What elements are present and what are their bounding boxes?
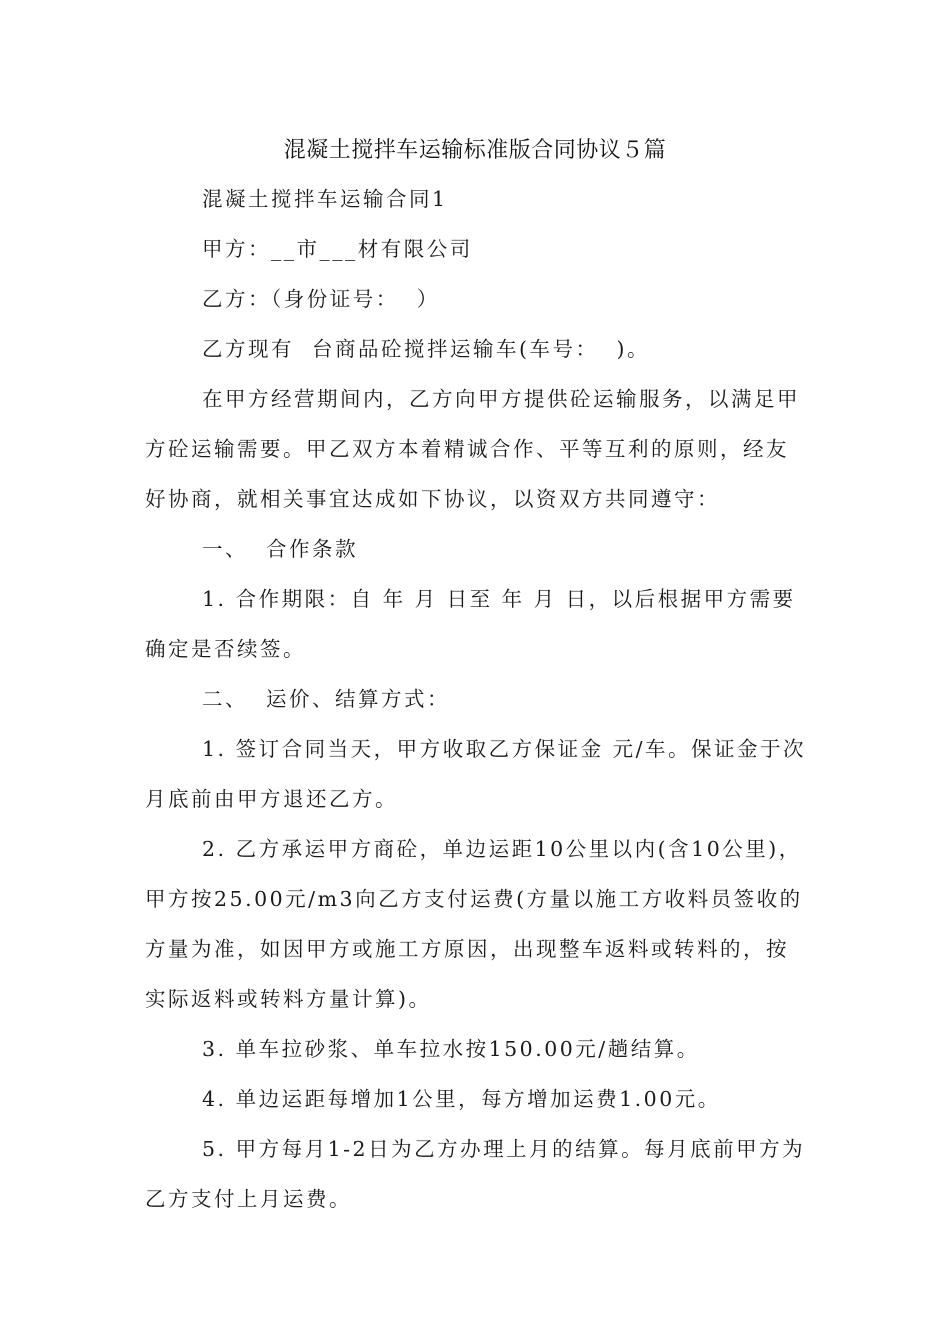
- clause-deposit: 1. 签订合同当天，甲方收取乙方保证金 元/车。保证金于次月底前由甲方退还乙方。: [145, 737, 806, 811]
- clause-freight-rate: 2. 乙方承运甲方商砼，单边运距10公里以内(含10公里)，甲方按25.00元/m3向乙方支付运费(方量以施工方收料员签收的方量为准，如因甲方或施工方原因，出现整车返料或转料的，按实际返料或转料方量计算)。: [145, 837, 803, 1011]
- vehicle-line: 乙方现有 台商品砼搅拌运输车(车号： )。: [202, 337, 651, 361]
- section-heading-pricing: 二、 运价、结算方式：: [202, 687, 451, 711]
- document-title: 混凝土搅拌车运输标准版合同协议５篇: [283, 138, 667, 163]
- party-a-line: 甲方：__市___材有限公司: [202, 237, 473, 261]
- clause-mortar-water: 3. 单车拉砂浆、单车拉水按150.00元/趟结算。: [202, 1037, 700, 1061]
- contract-heading: 混凝土搅拌车运输合同1: [202, 187, 448, 211]
- preamble-paragraph: 在甲方经营期间内，乙方向甲方提供砼运输服务，以满足甲方砼运输需要。甲乙双方本着精诚合作、平等互利的原则，经友好协商，就相关事宜达成如下协议，以资双方共同遵守：: [145, 387, 800, 511]
- party-b-line: 乙方：（身份证号： ）: [202, 287, 440, 311]
- clause-settlement: 5. 甲方每月1-2日为乙方办理上月的结算。每月底前甲方为乙方支付上月运费。: [145, 1137, 806, 1211]
- section-heading-cooperation: 一、 合作条款: [202, 537, 359, 561]
- clause-extra-distance: 4. 单边运距每增加1公里，每方增加运费1.00元。: [202, 1087, 721, 1111]
- clause-term: 1. 合作期限：自 年 月 日至 年 月 日，以后根据甲方需要确定是否续签。: [145, 587, 796, 661]
